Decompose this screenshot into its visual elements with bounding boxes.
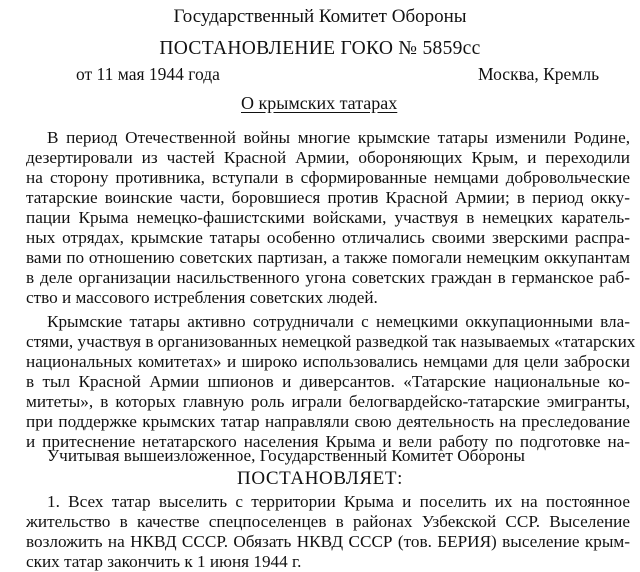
- decree-place: Москва, Кремль: [478, 64, 600, 84]
- text-line: вами по отношению советских партизан, а также помогали немецким оккупантам: [26, 248, 630, 267]
- text-line: дезертировали из частей Красной Армии, обороняющих Крым, и переходили: [26, 148, 630, 167]
- text-line: митеты», в которых главную роль играли белогвардейско-татарские эмигранты,: [26, 392, 630, 411]
- text-line: В период Отечественной войны многие крымские татары изменили Родине,: [47, 128, 630, 147]
- decree-title: ПОСТАНОВЛЕНИЕ ГОКО № 5859сс: [159, 38, 481, 59]
- text-line: жительство в качестве спецпоселенцев в районах Узбекской ССР. Выселение: [26, 512, 630, 531]
- text-line: ских татар закончить к 1 июня 1944 г.: [26, 552, 302, 571]
- text-line: ных отрядах, крымские татары особенно отличались своими зверскими распра-: [26, 228, 630, 247]
- text-line: и притеснение нетатарского населения Крыма и вели работу по подготовке на-: [26, 432, 630, 451]
- text-line: возложить на НКВД СССР. Обязать НКВД СССР (тов. БЕРИЯ) выселение крым-: [26, 532, 630, 551]
- text-line: национальных комитетах» и широко использовались немцами для цели заброски: [26, 352, 630, 371]
- resolves-heading: ПОСТАНОВЛЯЕТ:: [237, 468, 403, 489]
- text-line: ство и массового истребления советских людей.: [26, 288, 378, 307]
- text-line: 1. Всех татар выселить с территории Крыма и поселить их на постоянное: [47, 492, 630, 511]
- decree-date: от 11 мая 1944 года: [76, 64, 220, 84]
- considering-line: Учитывая вышеизложенное, Государственный Комитет Обороны: [47, 446, 525, 465]
- text-line: в тыл Красной Армии шпионов и диверсантов. «Татарские национальные ко-: [26, 372, 630, 391]
- text-line: на сторону противника, вступали в сформированные немцами добровольческие: [26, 168, 630, 187]
- text-line: в деле организации насильственного угона советских граждан в германское раб-: [26, 268, 630, 287]
- organization-name: Государственный Комитет Обороны: [173, 6, 467, 27]
- text-line: пации Крыма немецко-фашистскими войсками, участвуя в немецких каратель-: [26, 208, 630, 227]
- text-line: татарские воинские части, боровшиеся против Красной Армии; в период окку-: [26, 188, 630, 207]
- text-line: стями, участвуя в организованных немецкой разведкой так называемых «татарских: [26, 332, 636, 351]
- decree-subject: О крымских татарах: [241, 93, 398, 113]
- text-line: Крымские татары активно сотрудничали с немецкими оккупационными вла-: [47, 312, 630, 331]
- text-line: при поддержке крымских татар направляли свою деятельность на преследование: [26, 412, 630, 431]
